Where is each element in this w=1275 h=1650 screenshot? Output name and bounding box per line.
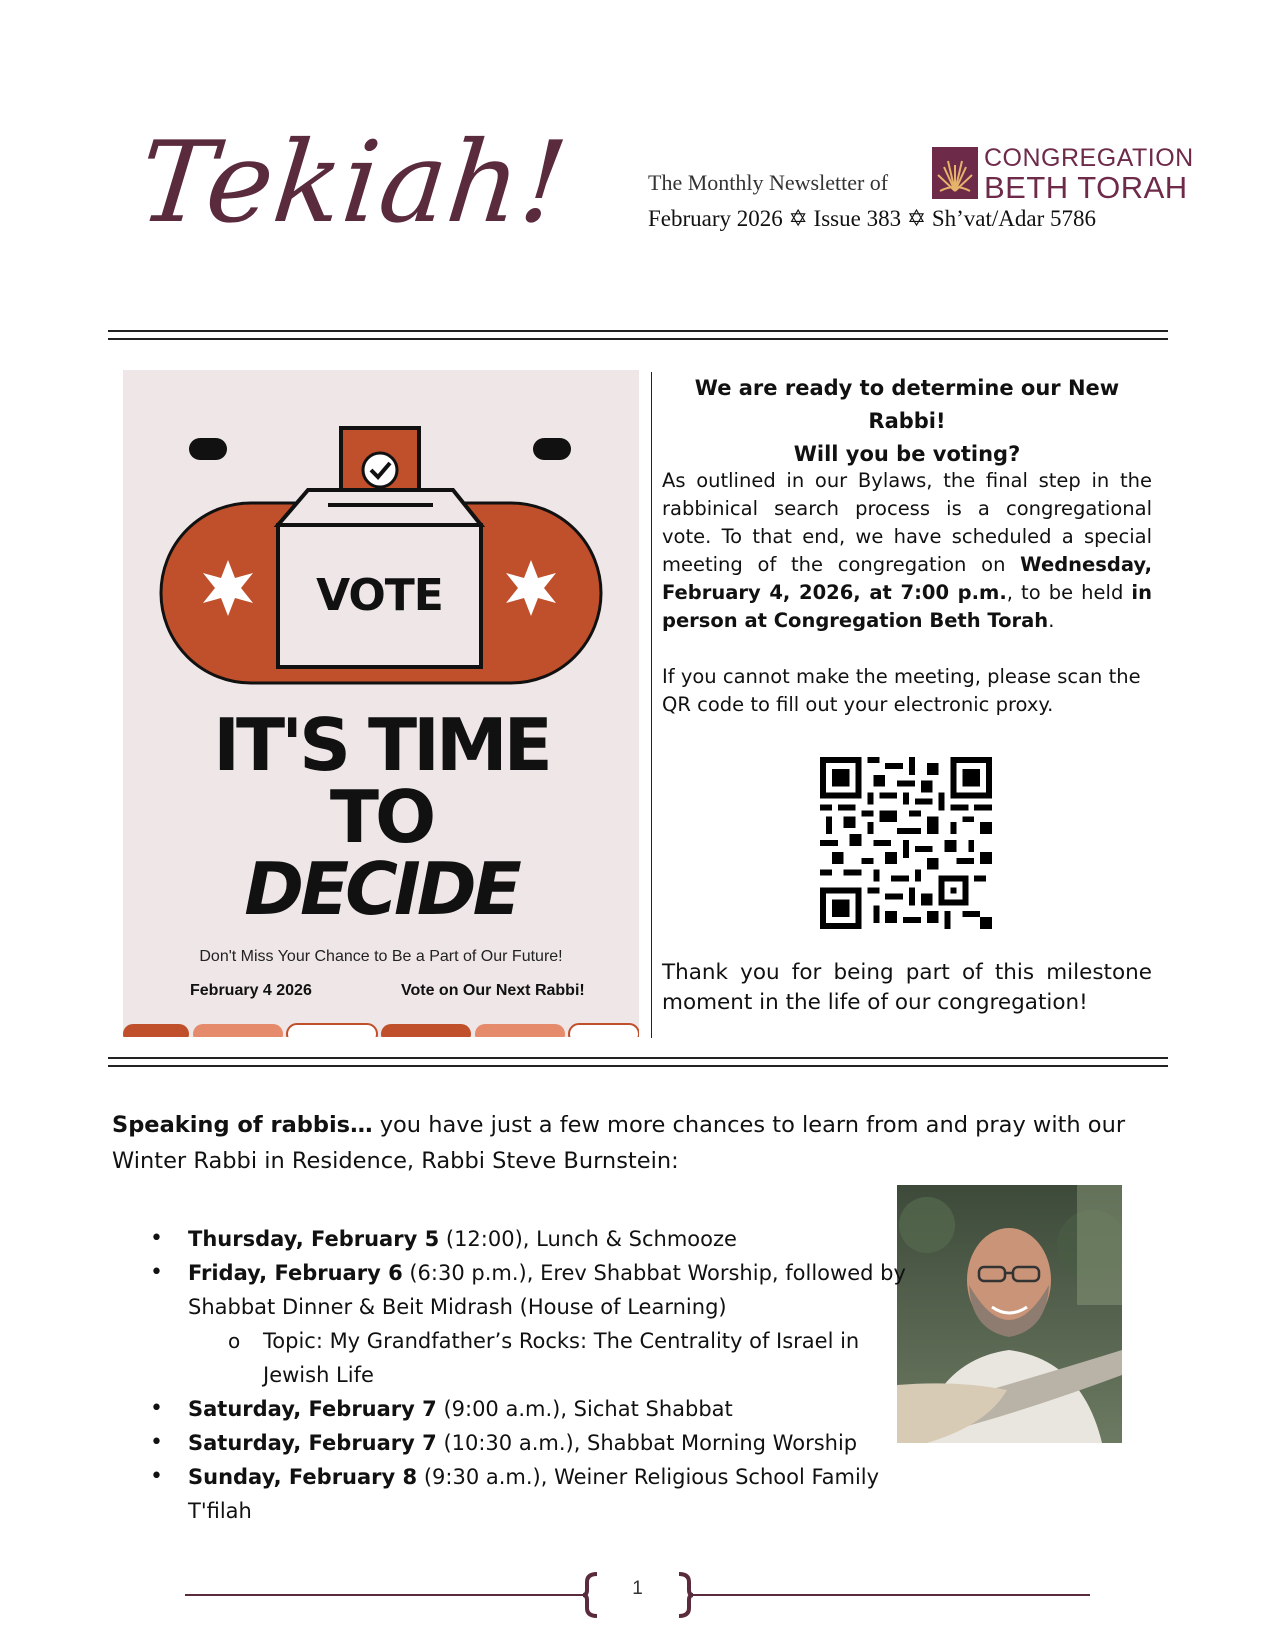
event-details: (12:00), Lunch & Schmooze — [439, 1227, 737, 1251]
event-details: (9:30 a.m.), Weiner Religious School Family T'filah — [188, 1465, 880, 1523]
rabbis-intro — [112, 1107, 1168, 1179]
event-date: Friday, February 6 — [188, 1261, 403, 1285]
event-details: (9:00 a.m.), Sichat Shabbat — [436, 1397, 733, 1421]
logo-text-line2: BETH TORAH — [984, 170, 1188, 205]
middle-divider — [108, 1057, 1168, 1067]
list-item — [150, 1392, 910, 1426]
event-details: (10:30 a.m.), Shabbat Morning Worship — [436, 1431, 858, 1455]
list-item — [150, 1460, 910, 1528]
article-headline — [662, 372, 1152, 471]
paragraph-text: As outlined in our Bylaws, the final step in the rabbinical search process is a congregational vote. To that end, we have scheduled a special meeting of the congregation on — [662, 469, 1152, 576]
event-topic: o Topic: My Grandfather’s Rocks: The Centrality of Israel in Jewish Life — [188, 1324, 910, 1392]
footer-rule-right — [690, 1594, 1090, 1596]
article-headline-line2: Will you be voting? — [793, 442, 1021, 466]
poster-date: February 4 2026 — [190, 982, 312, 999]
list-item — [150, 1222, 910, 1256]
ballot-box-label: VOTE — [316, 570, 443, 621]
congregation-logo-icon — [932, 147, 978, 199]
event-date: Sunday, February 8 — [188, 1465, 418, 1489]
poster-headline-line1: IT'S TIME — [213, 703, 549, 787]
column-divider — [651, 372, 652, 1038]
article-headline-line1: We are ready to determine our New Rabbi! — [694, 376, 1120, 433]
newsletter-title: Tekiah! — [133, 118, 574, 248]
list-item — [150, 1426, 910, 1460]
article-paragraph-1 — [662, 467, 1152, 635]
event-date: Thursday, February 5 — [188, 1227, 440, 1251]
poster-headline-line3: DECIDE — [244, 847, 518, 931]
top-divider — [108, 330, 1168, 340]
logo-text-line1: CONGREGATION — [984, 144, 1194, 172]
qr-code[interactable] — [820, 757, 992, 929]
event-list — [150, 1222, 910, 1528]
event-sublist — [188, 1324, 910, 1392]
poster-subline: Don't Miss Your Chance to Be a Part of Our Future! — [199, 948, 563, 965]
vote-poster — [123, 370, 639, 1037]
event-date: Saturday, February 7 — [188, 1397, 437, 1421]
footer-rule-left — [185, 1594, 585, 1596]
paragraph-text: , to be held — [1006, 581, 1132, 604]
issue-info: February 2026 ✡ Issue 383 ✡ Sh’vat/Adar 5786 — [648, 206, 1097, 231]
newsletter-tagline: The Monthly Newsletter of — [648, 170, 889, 195]
event-details: (6:30 p.m.), Erev Shabbat Worship, followed by Shabbat Dinner & Beit Midrash (House of Learning) — [188, 1261, 906, 1319]
intro-lead: Speaking of rabbis… — [112, 1112, 373, 1138]
list-item — [150, 1256, 910, 1392]
article-paragraph-2: If you cannot make the meeting, please scan the QR code to fill out your electronic proxy. — [662, 665, 1141, 716]
page-number: 1 — [632, 1578, 643, 1599]
meeting-datetime: Wednesday, February 4, 2026, at 7:00 p.m. — [662, 553, 1152, 604]
intro-text: you have just a few more chances to learn from and pray with our Winter Rabbi in Residence, Rabbi Steve Burnstein: — [112, 1112, 1126, 1174]
article-paragraph-3: Thank you for being part of this milestone moment in the life of our congregation! — [662, 960, 1152, 1015]
event-date: Saturday, February 7 — [188, 1431, 437, 1455]
rabbi-photo — [897, 1185, 1122, 1443]
poster-headline-line2: TO — [329, 775, 433, 859]
poster-cta: Vote on Our Next Rabbi! — [401, 982, 585, 999]
paragraph-text: . — [1048, 609, 1055, 632]
meeting-location: in person at Congregation Beth Torah — [662, 581, 1152, 632]
